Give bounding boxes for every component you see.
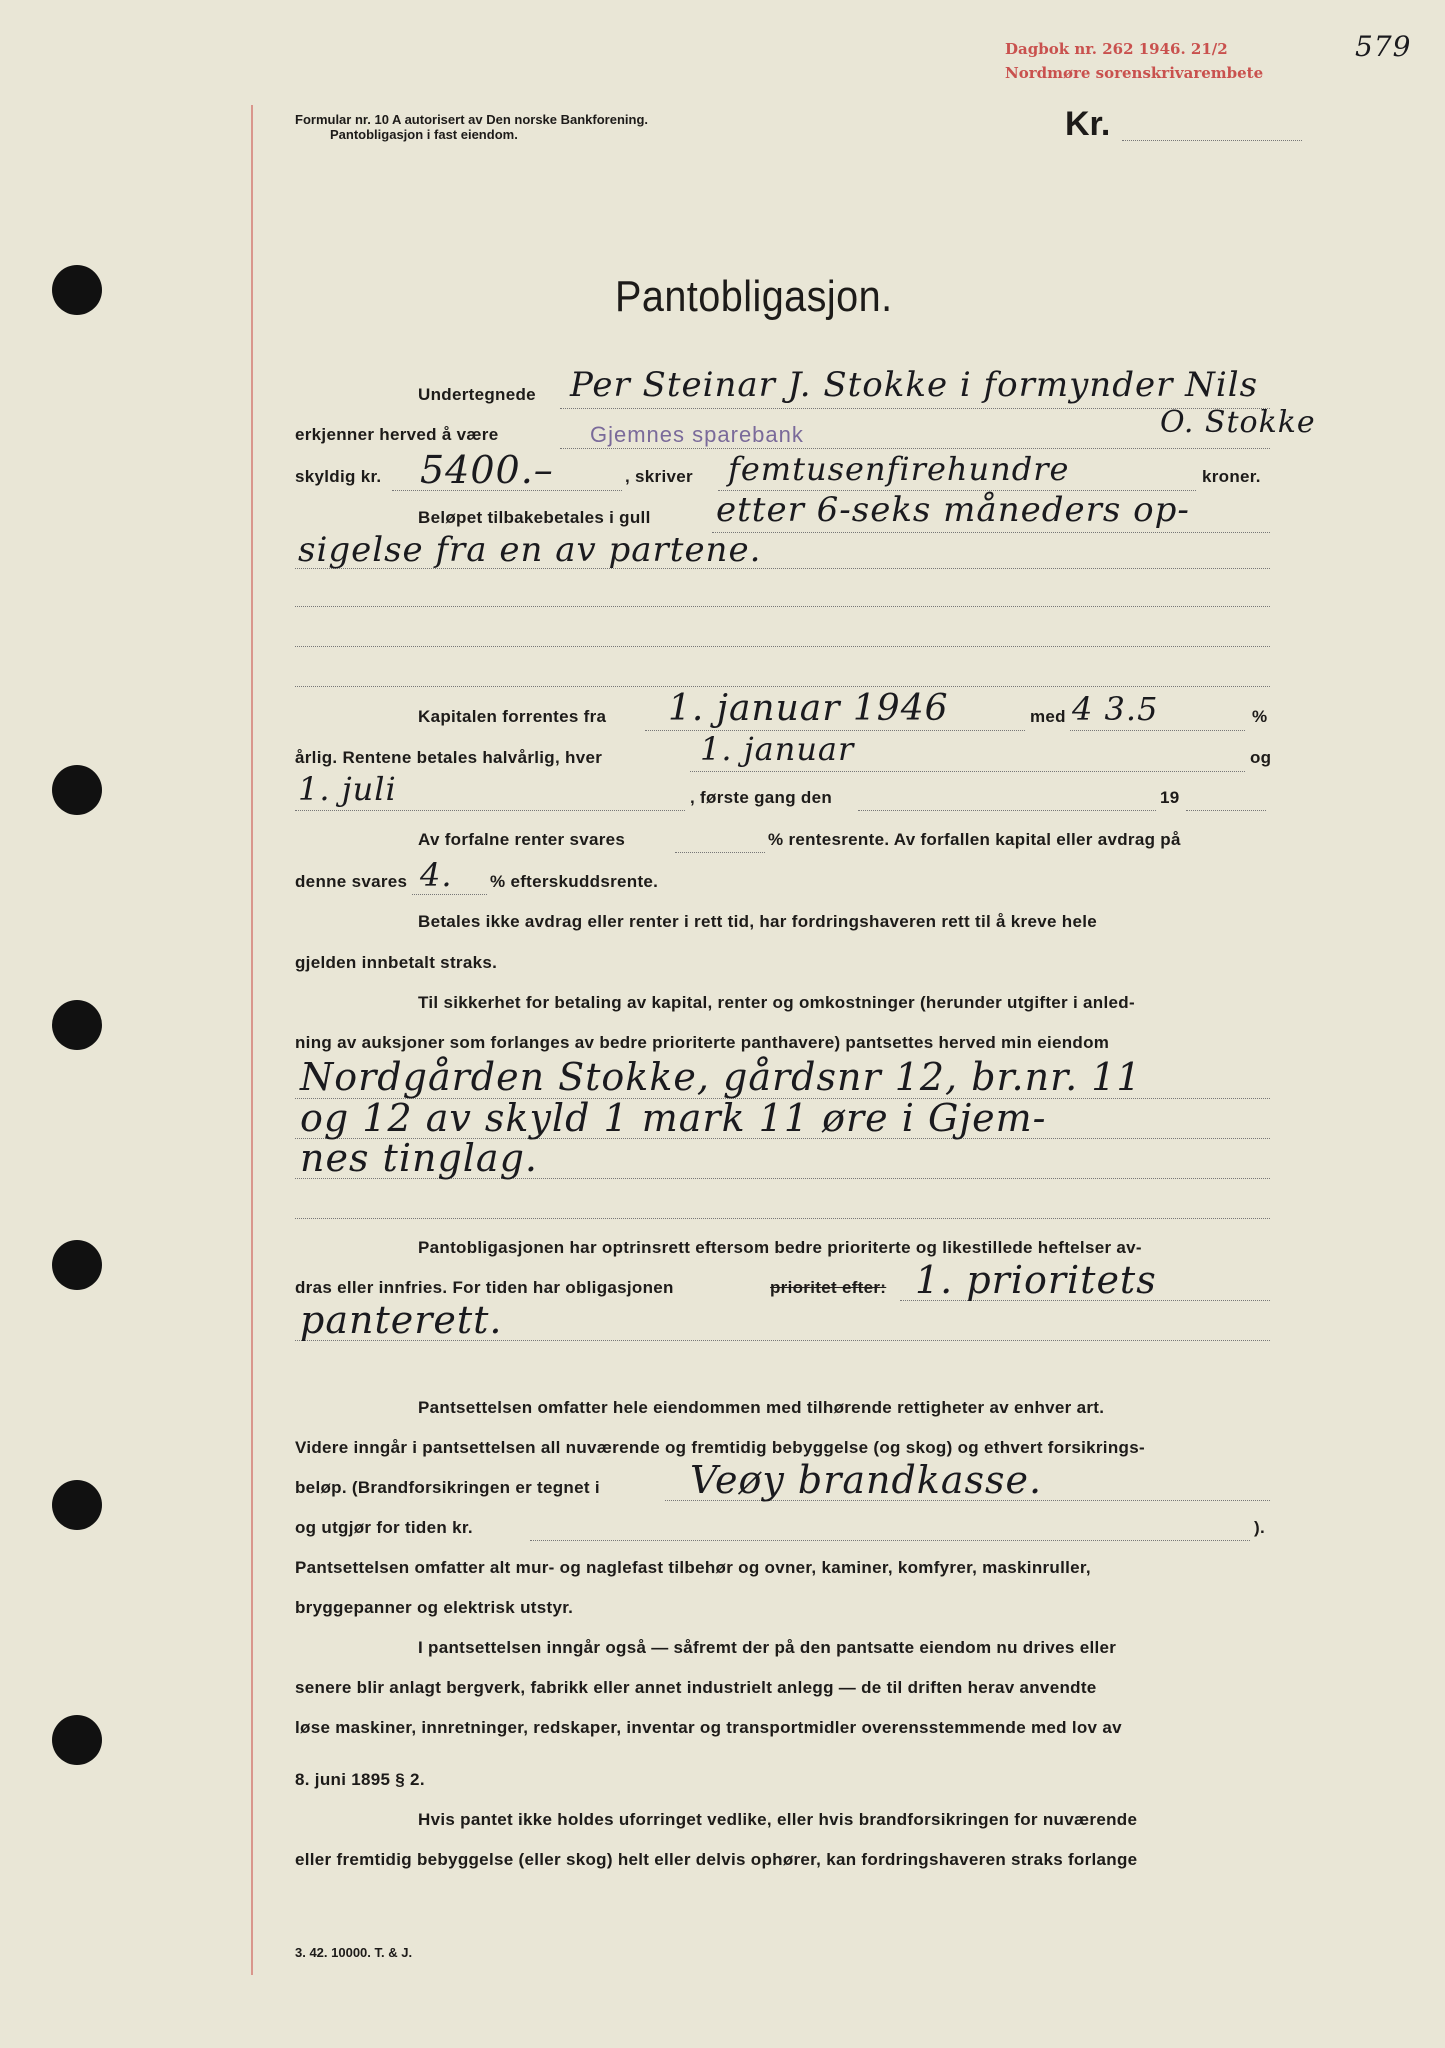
page-number: 579	[1355, 30, 1412, 63]
form-notice-line-2: Pantobligasjon i fast eiendom.	[330, 127, 518, 142]
property-line-4	[295, 1218, 1270, 1219]
registry-stamp-line-1: Dagbok nr. 262 1946. 21/2	[1005, 40, 1228, 58]
industri-text-3: løse maskiner, innretninger, redskaper, inventar og transportmidler overensstemmende med lov av	[295, 1718, 1122, 1737]
punch-hole	[52, 265, 102, 315]
rate-line	[1070, 730, 1245, 731]
optrinsrett-text-2: dras eller innfries. For tiden har obligasjonen	[295, 1278, 674, 1297]
amount-value: 5400.–	[420, 448, 554, 492]
undertegnede-value: Per Steinar J. Stokke i formynder Nils	[570, 365, 1259, 405]
year-prefix: 19	[1160, 788, 1180, 807]
punch-hole	[52, 1000, 102, 1050]
interest-rate: 4 3.5	[1072, 690, 1159, 728]
belop-line-1	[712, 532, 1270, 533]
first-date-line	[858, 810, 1156, 811]
efterskudd-label: % efterskuddsrente.	[490, 872, 659, 891]
optrinsrett-text-1: Pantobligasjonen har optrinsrett eftersom bedre prioriterte og likestillede heftelser av-	[418, 1238, 1142, 1257]
brand-label: beløp. (Brandforsikringen er tegnet i	[295, 1478, 600, 1497]
year-line	[1186, 810, 1266, 811]
due-date-1: 1. januar	[700, 730, 855, 768]
omfatter-text-2: Videre inngår i pantsettelsen all nuværende og fremtidig bebyggelse (og skog) og ethvert forsikrings-	[295, 1438, 1145, 1457]
rentesrente-label: % rentesrente. Av forfallen kapital eller avdrag på	[768, 830, 1181, 849]
creditor-stamp: Gjemnes sparebank	[590, 422, 804, 447]
efterskudd-rate: 4.	[420, 856, 453, 894]
forfalne-line	[675, 852, 765, 853]
industri-text-4: 8. juni 1895 § 2.	[295, 1770, 425, 1789]
punch-hole	[52, 765, 102, 815]
priority-value-2: panterett.	[300, 1298, 503, 1342]
betales-text-2: gjelden innbetalt straks.	[295, 953, 498, 972]
margin-rule	[251, 105, 253, 1975]
efterskudd-line	[412, 894, 487, 895]
property-value-3: nes tinglag.	[300, 1136, 538, 1180]
belop-value-1: etter 6-seks måneders op-	[716, 490, 1190, 530]
punch-hole	[52, 1715, 102, 1765]
denne-label: denne svares	[295, 872, 408, 891]
due-line-2	[295, 810, 685, 811]
print-code: 3. 42. 10000. T. & J.	[295, 1945, 413, 1960]
kapital-med-label: med	[1030, 707, 1066, 726]
amount-words: femtusenfirehundre	[728, 450, 1070, 488]
registry-stamp-line-2: Nordmøre sorenskrivarembete	[1005, 64, 1264, 82]
mur-text-1: Pantsettelsen omfatter alt mur- og naglefast tilbehør og ovner, kaminer, komfyrer, maskinruller,	[295, 1558, 1091, 1577]
property-value-2: og 12 av skyld 1 mark 11 øre i Gjem-	[300, 1096, 1047, 1140]
kroner-label: kroner.	[1202, 467, 1261, 486]
due-date-2: 1. juli	[298, 770, 397, 808]
arlig-label: årlig. Rentene betales halvårlig, hver	[295, 748, 603, 767]
belop-label: Beløpet tilbakebetales i gull	[418, 508, 651, 527]
vedlike-text-2: eller fremtidig bebyggelse (eller skog) helt eller delvis ophører, kan fordringshaveren straks forlange	[295, 1850, 1138, 1869]
undertegnede-label: Undertegnede	[418, 385, 536, 404]
brand-value: Veøy brandkasse.	[690, 1458, 1043, 1502]
property-value-1: Nordgården Stokke, gårdsnr 12, br.nr. 11	[300, 1055, 1142, 1099]
belop-line-5	[295, 686, 1270, 687]
sikkerhet-text-2: ning av auksjoner som forlanges av bedre prioriterte panthavere) pantsettes herved min eiendom	[295, 1033, 1110, 1052]
punch-hole	[52, 1240, 102, 1290]
belop-line-3	[295, 606, 1270, 607]
kapital-label: Kapitalen forrentes fra	[418, 707, 607, 726]
belop-line-4	[295, 646, 1270, 647]
kapital-from-value: 1. januar 1946	[668, 688, 949, 729]
utgjor-end: ).	[1254, 1518, 1265, 1537]
utgjor-label: og utgjør for tiden kr.	[295, 1518, 473, 1537]
og-label: og	[1250, 748, 1272, 767]
sikkerhet-text-1: Til sikkerhet for betaling av kapital, renter og omkostninger (herunder utgifter i anled-	[418, 993, 1135, 1012]
forste-label: , første gang den	[690, 788, 833, 807]
percent-label: %	[1252, 707, 1268, 726]
document-title: Pantobligasjon.	[615, 272, 893, 321]
erkjenner-label: erkjenner herved å være	[295, 425, 499, 444]
skriver-label: , skriver	[625, 467, 693, 486]
kr-amount-line	[1122, 140, 1302, 141]
mur-text-2: bryggepanner og elektrisk utstyr.	[295, 1598, 574, 1617]
priority-value-1: 1. prioritets	[915, 1258, 1157, 1302]
utgjor-line	[530, 1540, 1250, 1541]
undertegnede-value-cont: O. Stokke	[1160, 405, 1316, 440]
omfatter-text-1: Pantsettelsen omfatter hele eiendommen med tilhørende rettigheter av enhver art.	[418, 1398, 1105, 1417]
industri-text-2: senere blir anlagt bergverk, fabrikk eller annet industrielt anlegg — de til driften herav anvendte	[295, 1678, 1097, 1697]
form-notice-line-1: Formular nr. 10 A autorisert av Den norske Bankforening.	[295, 112, 649, 127]
vedlike-text-1: Hvis pantet ikke holdes uforringet vedlike, eller hvis brandforsikringen for nuværende	[418, 1810, 1138, 1829]
betales-text-1: Betales ikke avdrag eller renter i rett tid, har fordringshaveren rett til å kreve hele	[418, 912, 1097, 931]
due-line-1	[690, 771, 1245, 772]
belop-value-2: sigelse fra en av partene.	[298, 530, 762, 570]
punch-hole	[52, 1480, 102, 1530]
skyldig-label: skyldig kr.	[295, 467, 382, 486]
forfalne-label: Av forfalne renter svares	[418, 830, 626, 849]
industri-text-1: I pantsettelsen inngår også — såfremt der på den pantsatte eiendom nu drives eller	[418, 1638, 1117, 1657]
prioritet-struck-label: prioritet efter:	[770, 1278, 887, 1297]
erkjenner-line	[560, 448, 1270, 449]
kr-label: Kr.	[1065, 105, 1111, 143]
